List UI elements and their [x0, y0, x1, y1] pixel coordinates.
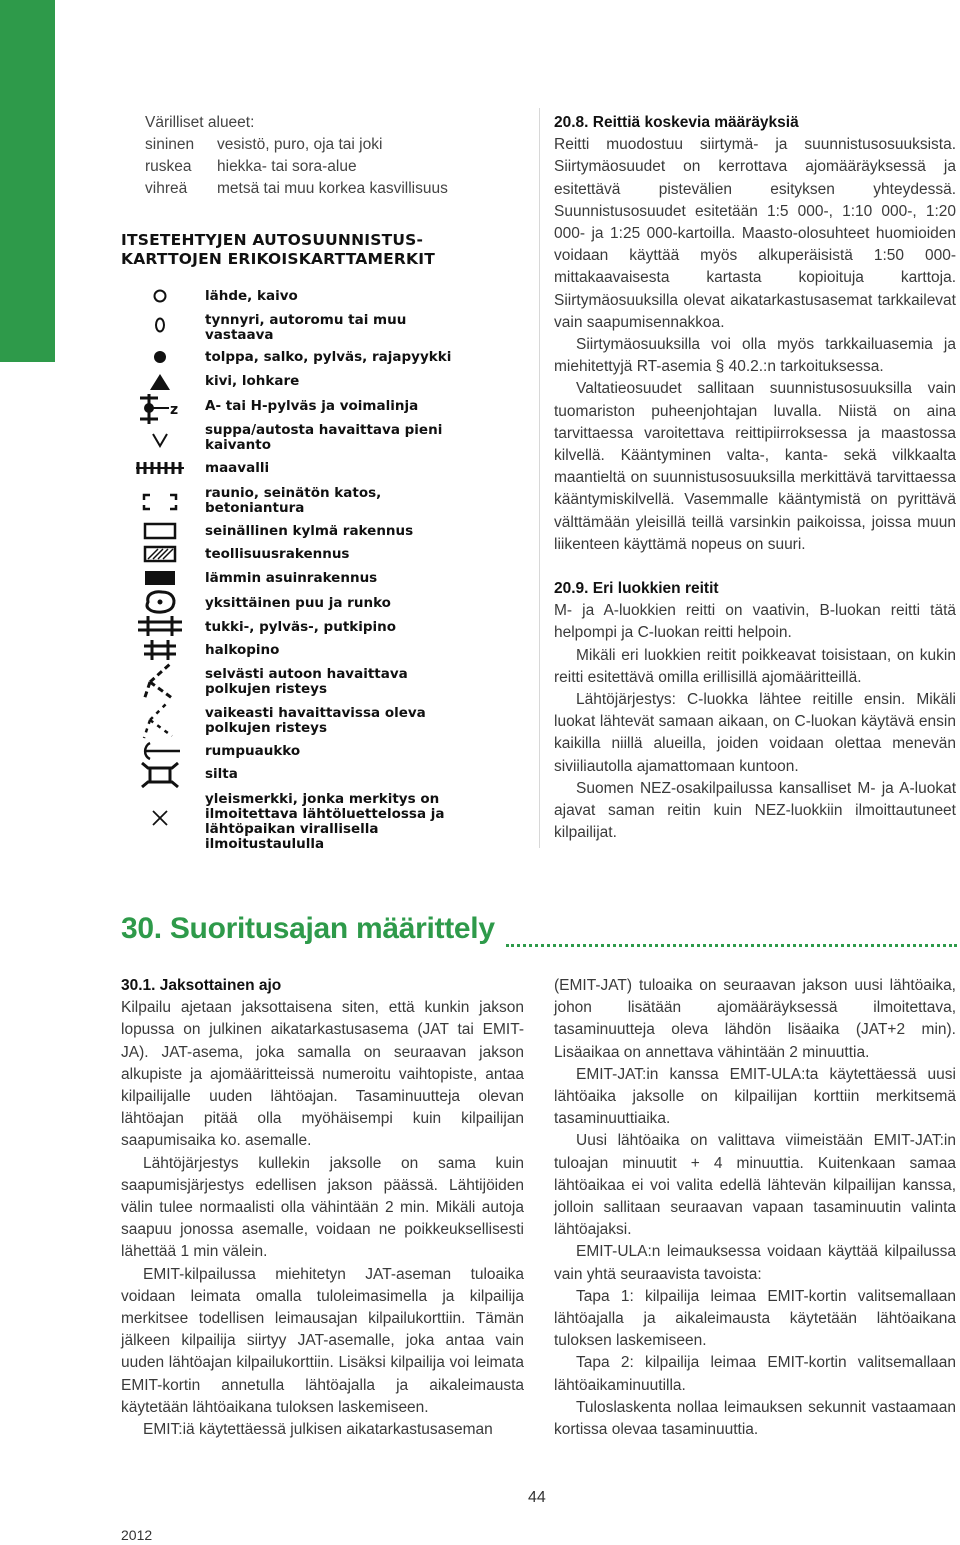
symbol-label: A- tai H-pylväs ja voimalinja	[205, 398, 419, 414]
paragraph: Lähtöjärjestys: C-luokka lähtee reitille ensin. Mikäli luokat lähtevät samaan aikaan, on C-luokan käytävä ensin kaikilla niillä alueilla, joiden voidaan olettaa menevän siviiliautolla ajamattomaan kuntoon.	[554, 691, 956, 775]
color-legend-row: sininen vesistö, puro, oja tai joki	[145, 136, 383, 153]
paragraph: Siirtymäosuuksilla voi olla myös tarkkailuasemia ja miehitettyjä RT-asemia § 40.2.:n tarkoituksessa.	[554, 336, 956, 376]
symbol-label: halkopino	[205, 642, 280, 658]
paragraph: Mikäli eri luokkien reitit poikkeavat toisistaan, on kukin reitti esitettävä omilla erillisillä ajomääritteillä.	[554, 646, 956, 686]
symbol-label: raunio, seinätön katos, betoniantura	[205, 485, 382, 516]
paragraph: Uusi lähtöaika on valittava viimeistään EMIT-JAT:in tuloajan minuutit + 4 minuuttia. Kuitenkaan samaa lähtöaikaa ei voi valita edellä lähtevän kilpailijan kanssa, jolloin sallitaan seuraavan vapaan tasaminuutin valinta lähtöajaksi.	[554, 1132, 956, 1239]
symbol-label: yksittäinen puu ja runko	[205, 595, 391, 611]
color-legend-heading: Värilliset alueet:	[145, 114, 255, 131]
symbol-label: tynnyri, autoromu tai muu vastaava	[205, 312, 407, 343]
symbol-label: silta	[205, 766, 238, 782]
right-column-top	[554, 112, 956, 845]
chapter-title: 30. Suoritusajan määrittely	[121, 912, 495, 945]
chapter-color-tab	[0, 0, 55, 362]
earth-wall-icon	[135, 456, 185, 480]
spring-well-icon	[135, 284, 185, 308]
page-number: 44	[528, 1489, 546, 1506]
symbol-label: lämmin asuinrakennus	[205, 570, 378, 586]
general-mark-x-icon	[135, 806, 185, 830]
symbol-label: yleismerkki, jonka merkitys on ilmoitettava lähtöluettelossa ja lähtöpaikan virallisella ilmoitustaululla	[205, 791, 445, 852]
symbol-label: maavalli	[205, 460, 270, 476]
symbol-label: vaikeasti havaittavissa oleva polkujen risteys	[205, 705, 426, 736]
paragraph: Tapa 2: kilpailija leimaa EMIT-kortin valitsemallaan lähtöaikaminuutilla.	[554, 1354, 956, 1394]
paragraph: Suomen NEZ-osakilpailussa kansalliset M- ja A-luokat ajavat saman reitin kuin NEZ-luokkiin ilmoittautuneet kilpailijat.	[554, 779, 956, 842]
clear-path-junction-icon	[135, 662, 185, 702]
ruin-icon	[135, 490, 185, 514]
cold-building-icon	[135, 519, 185, 543]
bottom-right-column	[554, 975, 956, 1441]
symbol-label: tukki-, pylväs-, putkipino	[205, 619, 397, 635]
paragraph: M- ja A-luokkien reitti on vaativin, B-luokan reitti tätä helpompi ja C-luokan reitti helpoin.	[554, 602, 956, 642]
paragraph: EMIT-JAT:in kanssa EMIT-ULA:ta käytettäessä uusi lähtöaika jaksolle on kilpailijan korttiin merkitsemä tasaminuuttiaika.	[554, 1065, 956, 1128]
paragraph: EMIT-kilpailussa miehitetyn JAT-aseman tuloaika voidaan leimata omalla tuloleimasimella ja kilpailija merkitsee todellisen leimausajan kilpailukorttiin. Tämän jälkeen kilpailija siirtyy JAT-asemalle, joka antaa vain uuden lähtöajan kilpailukorttiin. Lisäksi kilpailija voi leimata EMIT-kortin annetulla lähtöajalla ja aikaleimausta käytetään lähtöaikana tuloksen laskemiseen.	[121, 1265, 524, 1416]
color-legend-row: ruskea hiekka- tai sora-alue	[145, 158, 357, 175]
bottom-left-column	[121, 975, 524, 1441]
symbol-label: rumpuaukko	[205, 743, 301, 759]
symbol-label: kivi, lohkare	[205, 373, 300, 389]
symbol-label: seinällinen kylmä rakennus	[205, 523, 414, 539]
symbol-legend-title: ITSETEHTYJEN AUTOSUUNNISTUS- KARTTOJEN ERIKOISKARTTAMERKIT	[121, 231, 435, 268]
dotted-rule	[506, 944, 957, 947]
power-line-icon	[135, 394, 185, 424]
paragraph: (EMIT-JAT) tuloaika on seuraavan jakson uusi lähtöaika, johon lisätään ajomääräyksessä ilmoitettava, tasaminuutteja oleva lähdön lisäaika (JAT+2 min). Lisäaikaa on annettava vähintään 2 minuuttia.	[554, 977, 956, 1061]
tree-stump-icon	[135, 588, 185, 616]
pit-v-icon	[135, 428, 185, 452]
section-heading: 20.9. Eri luokkien reitit	[554, 580, 719, 598]
section-heading: 30.1. Jaksottainen ajo	[121, 977, 282, 994]
column-divider	[539, 108, 540, 848]
pipe-pile-icon	[135, 614, 185, 638]
section-heading: 20.8. Reittiä koskevia määräyksiä	[554, 114, 799, 131]
firewood-pile-icon	[135, 638, 185, 662]
svg-text:z: z	[170, 402, 179, 418]
chapter-heading	[121, 912, 957, 957]
symbol-label: tolppa, salko, pylväs, rajapyykki	[205, 349, 452, 365]
color-legend-row: vihreä metsä tai muu korkea kasvillisuus	[145, 180, 448, 197]
heated-building-icon	[135, 566, 185, 590]
symbol-label: lähde, kaivo	[205, 288, 298, 304]
symbol-label: suppa/autosta havaittava pieni kaivanto	[205, 422, 443, 453]
footer-year: 2012	[121, 1527, 153, 1543]
boulder-triangle-icon	[135, 370, 185, 394]
barrel-icon	[135, 313, 185, 337]
paragraph: Tuloslaskenta nollaa leimauksen sekunnit vastaamaan kortissa olevaa tasaminuuttia.	[554, 1398, 956, 1439]
paragraph: Kilpailu ajetaan jaksottaisena siten, että kunkin jakson lopussa on julkinen aikatarkastusasema (JAT tai EMIT-JA). JAT-asema, joka samalla on seuraavan jakson alkupiste ja ajomääritteissä numeroitu vaihtopiste, antaa kilpailijalle uuden lähtöajan. Tasaminuutteja olevan lähtöajan pitää olla myöhäisempi kuin kilpailijan saapumisaika ko. asemalle.	[121, 999, 524, 1150]
post-dot-icon	[135, 345, 185, 369]
paragraph: Reitti muodostuu siirtymä- ja suunnistusosuuksista. Siirtymäosuudet on kerrottava ajomääräyksessä ja esitettävä pistevälien esityksen yhteydessä. Suunnistusosuudet esitetään 1:5 000-, 1:10 000-, 1:20 000- ja 1:25 000-kartoilla. Maasto-olosuhteet huomioiden voidaan käyttää myös alkuperäisistä 1:50 000-mittakaavaisesta kartasta kopioituja karttoja. Siirtymäosuuksilla olevat aikatarkastusasemat tarkkailevat vain saapumisennakkoa.	[554, 136, 956, 331]
symbol-label: selvästi autoon havaittava polkujen risteys	[205, 666, 408, 697]
paragraph: Valtatieosuudet sallitaan suunnistusosuuksilla vain tuomariston puheenjohtajan luvalla. Niistä on aina tarvittaessa varoitettava reittipiirroksessa ja maastossa kilvellä. Kääntyminen valta-, kanta- sekä vilkkaalta maantieltä on suunnistusosuuksilla merkittävä tarvittaessa kääntymiskilvellä. Vasemmalle kääntymistä on pyrittävä välttämään yleisillä teillä varsinkin paikoissa, joissa muun liikenteen käyttämä nopeus on suuri.	[554, 380, 956, 553]
industrial-building-icon	[135, 542, 185, 566]
faint-path-junction-icon	[135, 700, 185, 740]
paragraph: Lähtöjärjestys kullekin jaksolle on sama kuin saapumisjärjestys edellisen jakson päässä. Lähtijöiden välin tulee normaalisti olla vähintään 2 min. Mikäli autoja saapuu jonossa asemalle, voidaan ne poikkeuksellisesti lähettää 1 min välein.	[121, 1154, 524, 1261]
bridge-icon	[135, 760, 185, 790]
symbol-label: teollisuusrakennus	[205, 546, 350, 562]
paragraph: EMIT:iä käytettäessä julkisen aikatarkastusaseman	[143, 1421, 493, 1439]
paragraph: Tapa 1: kilpailija leimaa EMIT-kortin valitsemallaan lähtöajalla ja aikaleimausta käytetään lähtöaikana tuloksen laskemiseen.	[554, 1287, 956, 1350]
paragraph: EMIT-ULA:n leimauksessa voidaan käyttää kilpailussa vain yhtä seuraavista tavoista:	[554, 1243, 956, 1283]
color-legend	[145, 112, 448, 200]
